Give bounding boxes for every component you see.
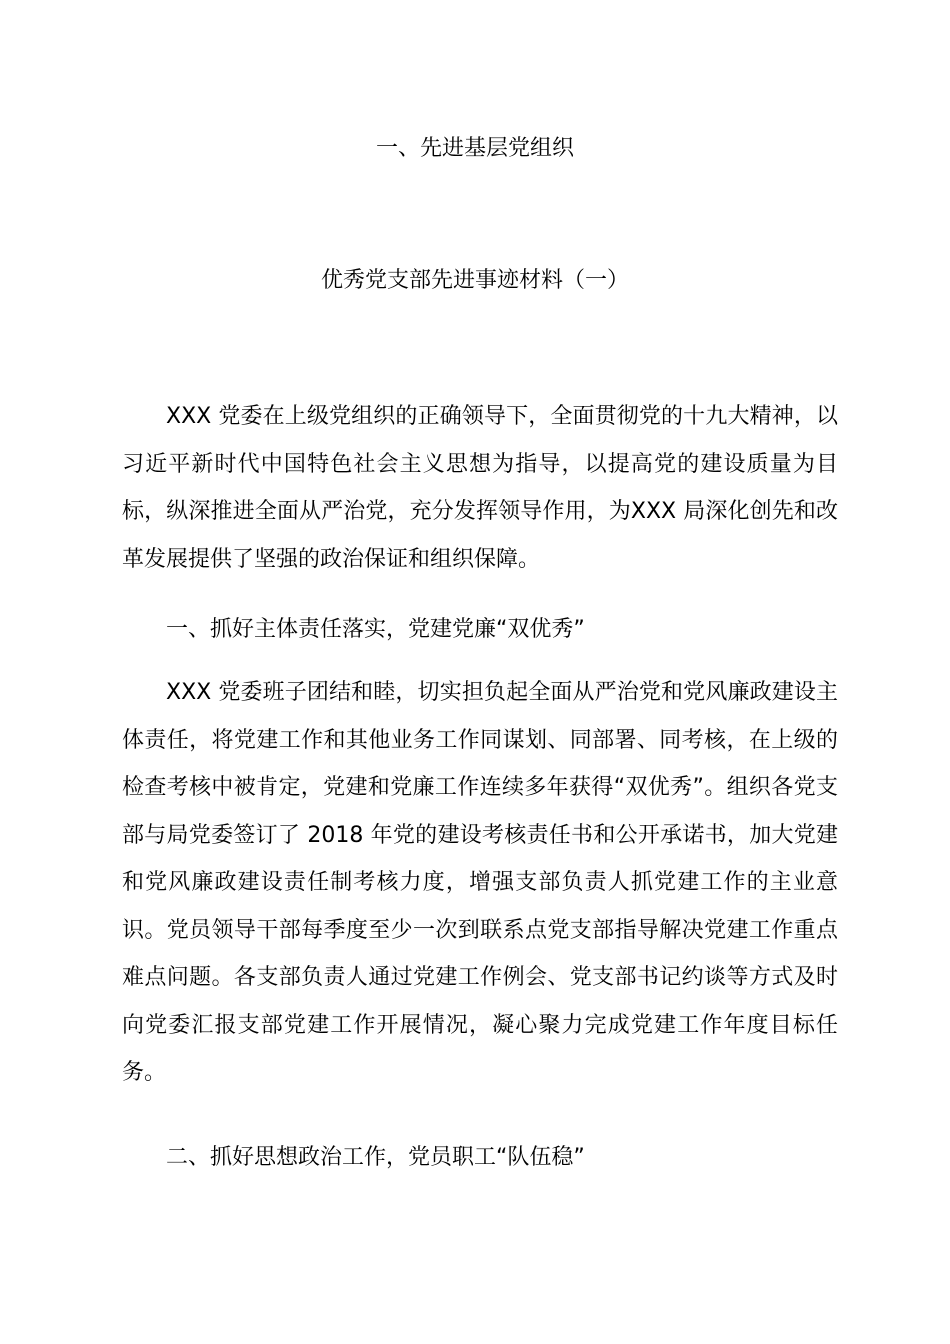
paragraph-first: XXX 党委班子团结和睦，切实担负起全面从严治党和党风廉政建设主体责任，将党建工作和其他业务工作同谋划、同部署、同考核，在上级的检查考核中被肯定，党建和党廉工作连续多年获得“双优秀”。组织各党支部与局党委签订了 2018 年党的建设考核责任书和公开承诺书，加大党建和党风廉政建设责任制考核力度，增强支部负责人抓党建工作的主业意识。党员领导干部每季度至少一次到联系点党支部指导解决党建工作重点难点问题。各支部负责人通过党建工作例会、党支部书记约谈等方式及时向党委汇报支部党建工作开展情况，凝心聚力完成党建工作年度目标任务。 [122, 680, 838, 1085]
heading-first: 一、抓好主体责任落实，党建党廉“双优秀” [166, 617, 585, 642]
paragraph-intro: XXX 党委在上级党组织的正确领导下，全面贯彻党的十九大精神，以习近平新时代中国特色社会主义思想为指导，以提高党的建设质量为目标，纵深推进全面从严治党，充分发挥领导作用，为XXX 局深化创先和改革发展提供了坚强的政治保证和组织保障。 [122, 404, 838, 572]
heading-second: 二、抓好思想政治工作，党员职工“队伍稳” [166, 1145, 585, 1170]
article-title: 优秀党支部先进事迹材料（一） [320, 268, 629, 293]
section-title: 一、先进基层党组织 [375, 136, 574, 161]
